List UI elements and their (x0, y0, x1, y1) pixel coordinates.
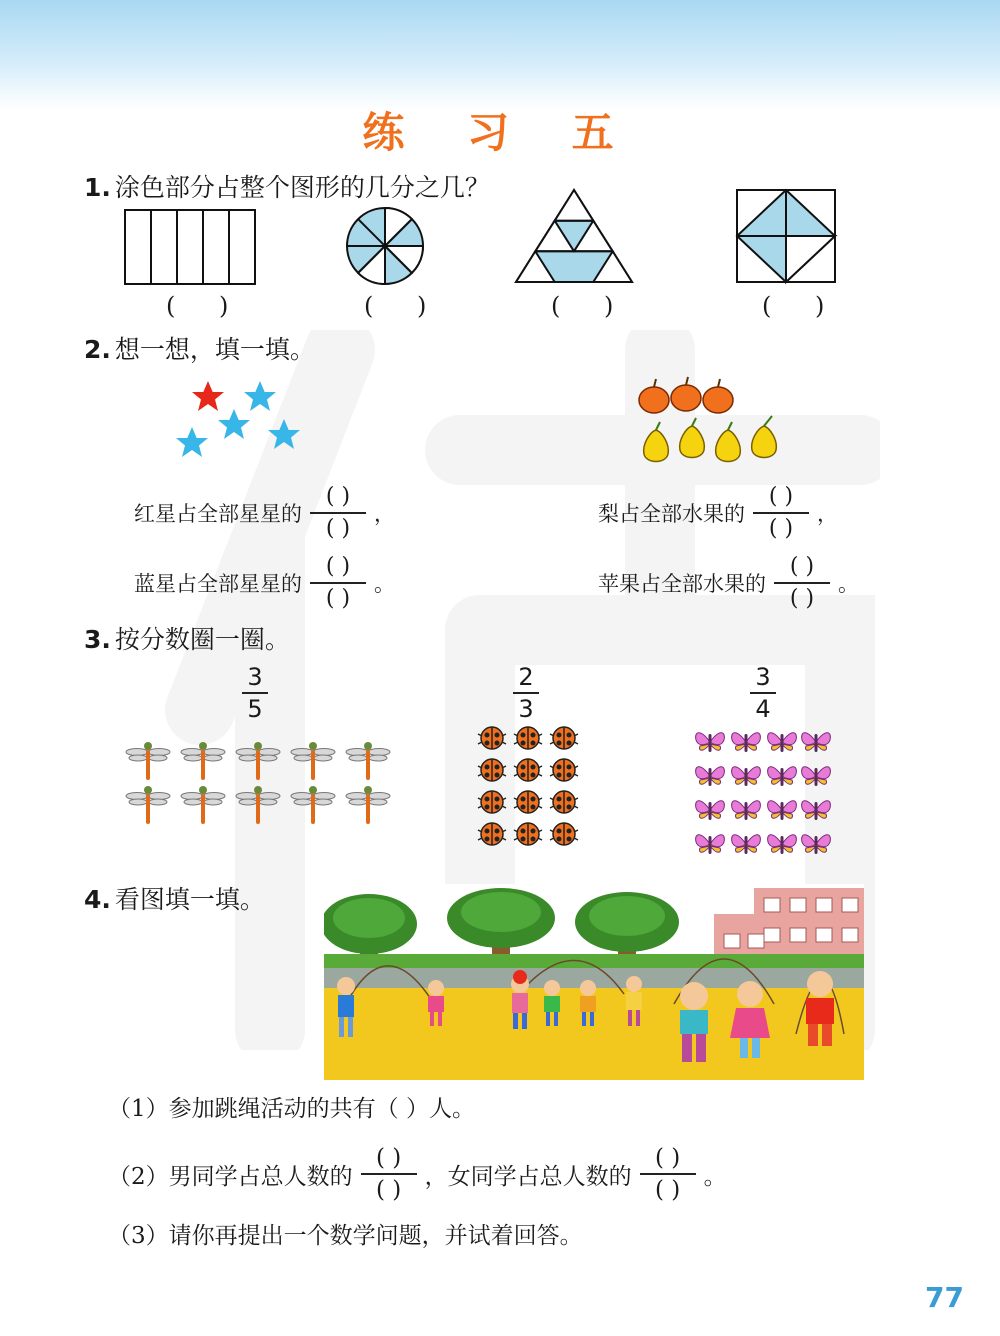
q2-line-text: 红星占全部星星的 (134, 502, 302, 526)
pear-icon (752, 416, 777, 458)
q1-square-figure (733, 186, 839, 286)
q3-text: 按分数圈一圈。 (114, 625, 290, 654)
q4-sub1: （1）参加跳绳活动的共有（ ）人。 (108, 1096, 475, 1122)
ladybugs-picture (470, 718, 590, 858)
butterflies-picture (690, 724, 840, 864)
blue-star-icon (268, 419, 300, 449)
q1-answer-blank-3[interactable]: ( ) (551, 292, 632, 320)
q1-rectangle-figure (120, 205, 260, 285)
q4-sub3: （3）请你再提出一个数学问题，并试着回答。 (108, 1223, 583, 1249)
q2-number: 2. (84, 335, 111, 364)
q1-number: 1. (84, 173, 111, 202)
q1-circle-figure (343, 204, 427, 288)
fraction-blank[interactable]: $\frac{( )}{( )}$ (361, 1143, 417, 1205)
q3-number: 3. (84, 625, 111, 654)
dragonflies-picture (120, 736, 400, 836)
apple-icon (671, 377, 701, 411)
fraction-three-quarters: 3 4 (750, 662, 776, 724)
q2-line-pear: 梨占全部水果的 $\frac{( )}{( )}$ ， (598, 482, 838, 544)
q4-sub2-boys-text: （2）男同学占总人数的 (108, 1163, 353, 1190)
q1-answer-blank-4[interactable]: ( ) (762, 292, 843, 320)
q2-line-text: 苹果占全部水果的 (598, 572, 766, 596)
q2-heading (84, 330, 315, 366)
red-star-icon (192, 381, 224, 411)
blue-star-icon (176, 427, 208, 457)
fraction-blank[interactable]: $\frac{( )}{( )}$ (774, 552, 830, 614)
q4-sub2: （2）男同学占总人数的 $\frac{( )}{( )}$ ，女同学占总人数的 $\frac{( )}{( )}$ 。 (108, 1145, 727, 1203)
apple-icon (639, 379, 669, 413)
fraction-three-fifths: 3 5 (242, 662, 268, 724)
q2-line-text: 梨占全部水果的 (598, 502, 745, 526)
q2-line-red-star: 红星占全部星星的 $\frac{( )}{( )}$ ， (134, 482, 395, 544)
q1-heading (84, 168, 490, 204)
page-title: 练 习 五 (362, 108, 638, 157)
q2-line-blue-star: 蓝星占全部星星的 $\frac{( )}{( )}$ 。 (134, 552, 395, 614)
fraction-blank[interactable]: $\frac{( )}{( )}$ (753, 482, 809, 544)
q1-answer-blank-2[interactable]: ( ) (364, 292, 445, 320)
blue-star-icon (244, 381, 276, 411)
pear-icon (716, 422, 741, 462)
q4-text: 看图填一填。 (114, 885, 265, 914)
q1-text: 涂色部分占整个图形的几分之几？ (114, 173, 490, 202)
blue-star-icon (218, 409, 250, 439)
q2-line-apple: 苹果占全部水果的 $\frac{( )}{( )}$ 。 (598, 552, 859, 614)
q4-sub2-girls-text: ，女同学占总人数的 (424, 1163, 632, 1190)
fraction-blank[interactable]: $\frac{( )}{( )}$ (310, 552, 366, 614)
q4-number: 4. (84, 885, 111, 914)
sky-header-band (0, 0, 1000, 110)
q1-answer-blank-1[interactable]: ( ) (166, 292, 247, 320)
q3-heading (84, 620, 290, 656)
fraction-blank[interactable]: $\frac{( )}{( )}$ (640, 1143, 696, 1205)
q4-heading (84, 880, 265, 916)
apple-icon (703, 379, 733, 413)
pear-icon (644, 422, 669, 462)
fraction-two-thirds: 2 3 (513, 662, 539, 724)
stars-picture (170, 375, 310, 465)
fraction-blank[interactable]: $\frac{( )}{( )}$ (310, 482, 366, 544)
playground-scene-picture (324, 884, 864, 1080)
pear-icon (680, 418, 705, 458)
fruits-picture (632, 372, 792, 472)
q2-line-text: 蓝星占全部星星的 (134, 572, 302, 596)
page-number: 77 (925, 1281, 964, 1314)
q2-text: 想一想，填一填。 (114, 335, 315, 364)
q1-triangle-figure (512, 186, 636, 286)
